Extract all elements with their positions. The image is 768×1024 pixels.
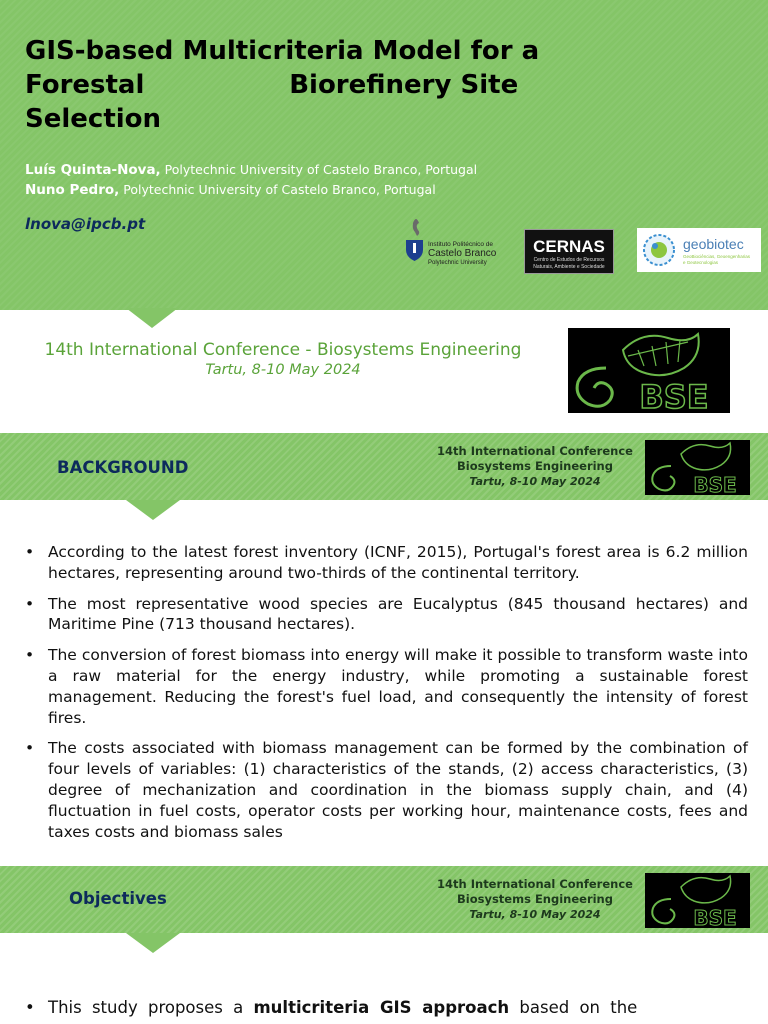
band-conference-topic: Biosystems Engineering [457,892,613,906]
geobiotec-logo [637,228,761,272]
cernas-logo-word: CERNAS [533,237,605,256]
band-conference-topic: Biosystems Engineering [457,459,613,473]
list-item: • According to the latest forest inventory (ICNF, 2015), Portugal's forest area is 6.2 million hectares, representing around two-thirds of the continental territory. [25,542,748,584]
author-affiliation: Polytechnic University of Castelo Branco, Portugal [123,182,436,197]
geobiotec-logo-line: GeoBiociências, Geoengenharias [683,254,751,259]
section-band-notch [126,933,180,953]
background-bullet-list [25,542,748,852]
contact-email[interactable]: lnova@ipcb.pt [25,215,146,233]
author-affiliation: Polytechnic University of Castelo Branco, Portugal [164,162,478,177]
title-line: GIS-based Multicriteria Model for a [25,36,540,66]
cernas-logo-line: Centro de Estudos de Recursos [533,257,605,263]
bse-logo [568,328,730,413]
band-conference-dates: Tartu, 8-10 May 2024 [469,908,601,921]
poster-title [25,34,605,136]
bse-logo-text: BSE [639,378,709,413]
bse-logo-small [645,873,750,928]
objectives-content [0,996,768,1024]
bse-logo-text: BSE [693,906,737,928]
section-heading-objectives: Objectives [69,889,167,908]
ipcb-logo-line: Castelo Branco [428,248,497,259]
author-list [25,160,477,200]
ipcb-logo [404,213,504,271]
ipcb-logo-line: Polytechnic University [428,260,487,266]
conference-dates: Tartu, 8-10 May 2024 [205,362,361,378]
list-item: • The conversion of forest biomass into energy will make it possible to transform waste into a raw material for the energy industry, while promoting a sustainable forest management. Reducing the forest's fuel load, and consequently the intensity of forest fires. [25,645,748,728]
background-content [0,540,768,866]
cernas-logo [524,229,614,274]
author-name: Luís Quinta-Nova, [25,162,161,178]
bse-logo-small [645,440,750,495]
band-conference-name: 14th International Conference [437,877,633,891]
objectives-bullet-list [25,998,748,1024]
section-band-notch [126,500,180,520]
geobiotec-logo-line: e Geotecnologias [683,260,719,265]
section-heading-background: BACKGROUND [57,458,189,477]
bse-logo-text: BSE [693,473,737,495]
band-conference-info [420,444,650,489]
header-notch [126,308,178,328]
band-conference-dates: Tartu, 8-10 May 2024 [469,475,601,488]
list-item: • The costs associated with biomass management can be formed by the combination of four levels of variables: (1) characteristics of the stands, (2) access characteristics, (3) degree of mechanization and coordination in the biomass supply chain, and (4) fluctuation in fuel costs, operator costs per working hour, maintenance costs, fees and taxes costs and biomass sales [25,738,748,842]
geobiotec-logo-word: geobiotec [683,236,744,252]
conference-title: 14th International Conference - Biosystems Engineering [44,340,522,360]
band-conference-name: 14th International Conference [437,444,633,458]
band-conference-info [420,877,650,922]
author-line [25,160,477,180]
list-item: • This study proposes a multicriteria GIS approach based on the [25,998,748,1019]
author-name: Nuno Pedro, [25,182,120,198]
list-item: • The most representative wood species are Eucalyptus (845 thousand hectares) and Maritime Pine (713 thousand hectares). [25,594,748,636]
cernas-logo-line: Naturais, Ambiente e Sociedade [533,264,605,270]
ipcb-logo-line: Instituto Politécnico de [428,241,494,248]
title-line: Selection [25,104,162,134]
title-line: Forestal Biorefinery Site [25,70,519,100]
author-line [25,180,477,200]
